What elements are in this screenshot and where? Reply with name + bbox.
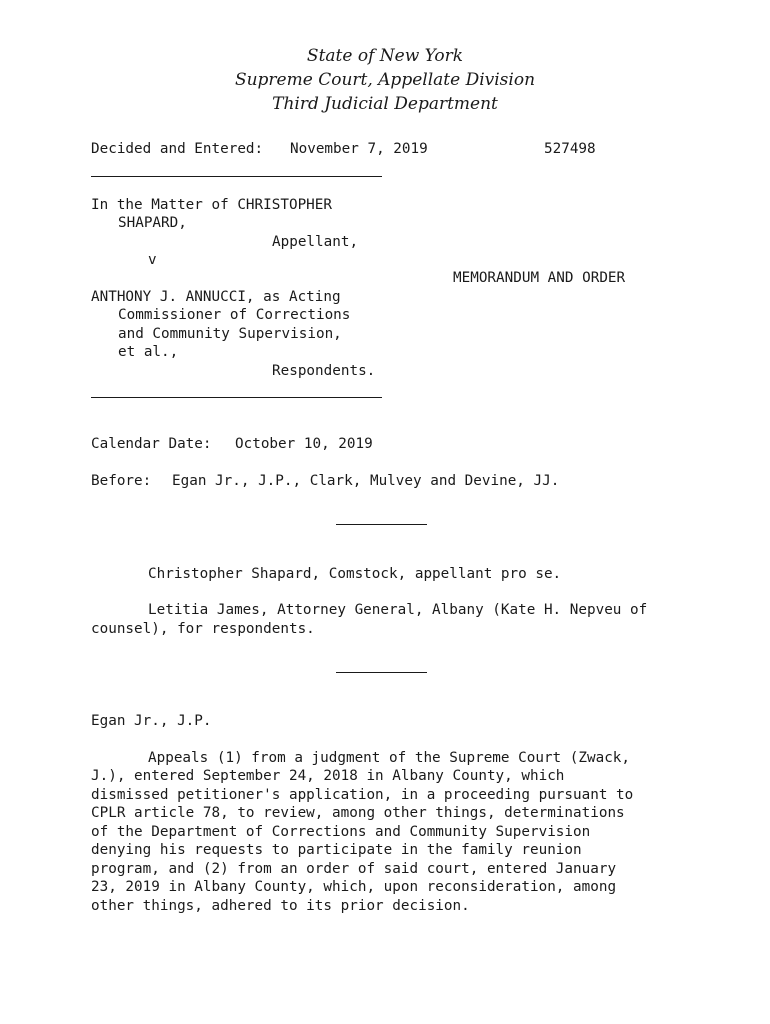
calendar-label: Calendar Date: [91, 436, 212, 452]
respondents-counsel-line1: Letitia James, Attorney General, Albany (Kate H. Nepveu of [148, 602, 648, 618]
petitioner-name-line1: In the Matter of CHRISTOPHER [91, 197, 333, 213]
petitioner-role: Appellant, [272, 234, 359, 250]
decided-label: Decided and Entered: [91, 141, 264, 157]
before-label: Before: [91, 473, 152, 489]
respondents-counsel-line2: counsel), for respondents. [91, 621, 315, 637]
respondent-name-line1: ANTHONY J. ANNUCCI, as Acting [91, 289, 341, 305]
respondent-name-line2: Commissioner of Corrections [118, 307, 351, 323]
respondent-name-line3: and Community Supervision, [118, 326, 342, 342]
section-divider-1 [336, 524, 427, 525]
opinion-line: of the Department of Corrections and Community Supervision [91, 824, 591, 840]
decided-date: November 7, 2019 [290, 141, 428, 157]
opinion-line: CPLR article 78, to review, among other things, determinations [91, 805, 625, 821]
opinion-line: dismissed petitioner's application, in a proceeding pursuant to [91, 787, 634, 803]
versus: v [148, 252, 157, 268]
opinion-line: 23, 2019 in Albany County, which, upon reconsideration, among [91, 879, 617, 895]
respondent-name-line4: et al., [118, 344, 179, 360]
opinion-line: Appeals (1) from a judgment of the Supreme Court (Zwack, [148, 750, 631, 766]
appellant-counsel: Christopher Shapard, Comstock, appellant pro se. [148, 566, 562, 582]
docket-number: 527498 [544, 141, 596, 157]
opinion-line: denying his requests to participate in the family reunion [91, 842, 582, 858]
before-judges: Egan Jr., J.P., Clark, Mulvey and Devine, JJ. [172, 473, 560, 489]
opinion-line: other things, adhered to its prior decision. [91, 898, 470, 914]
court-header [0, 44, 770, 116]
caption-top-rule [91, 176, 382, 177]
opinion-line: J.), entered September 24, 2018 in Albany County, which [91, 768, 565, 784]
header-court: Supreme Court, Appellate Division [234, 70, 536, 90]
calendar-date: October 10, 2019 [235, 436, 373, 452]
order-type: MEMORANDUM AND ORDER [453, 270, 626, 286]
header-state: State of New York [306, 46, 464, 66]
petitioner-name-line2: SHAPARD, [118, 215, 187, 231]
caption-bottom-rule [91, 397, 382, 398]
opinion-line: program, and (2) from an order of said court, entered January [91, 861, 617, 877]
opinion-author: Egan Jr., J.P. [91, 713, 212, 729]
header-department: Third Judicial Department [272, 94, 498, 114]
respondent-role: Respondents. [272, 363, 376, 379]
section-divider-2 [336, 672, 427, 673]
